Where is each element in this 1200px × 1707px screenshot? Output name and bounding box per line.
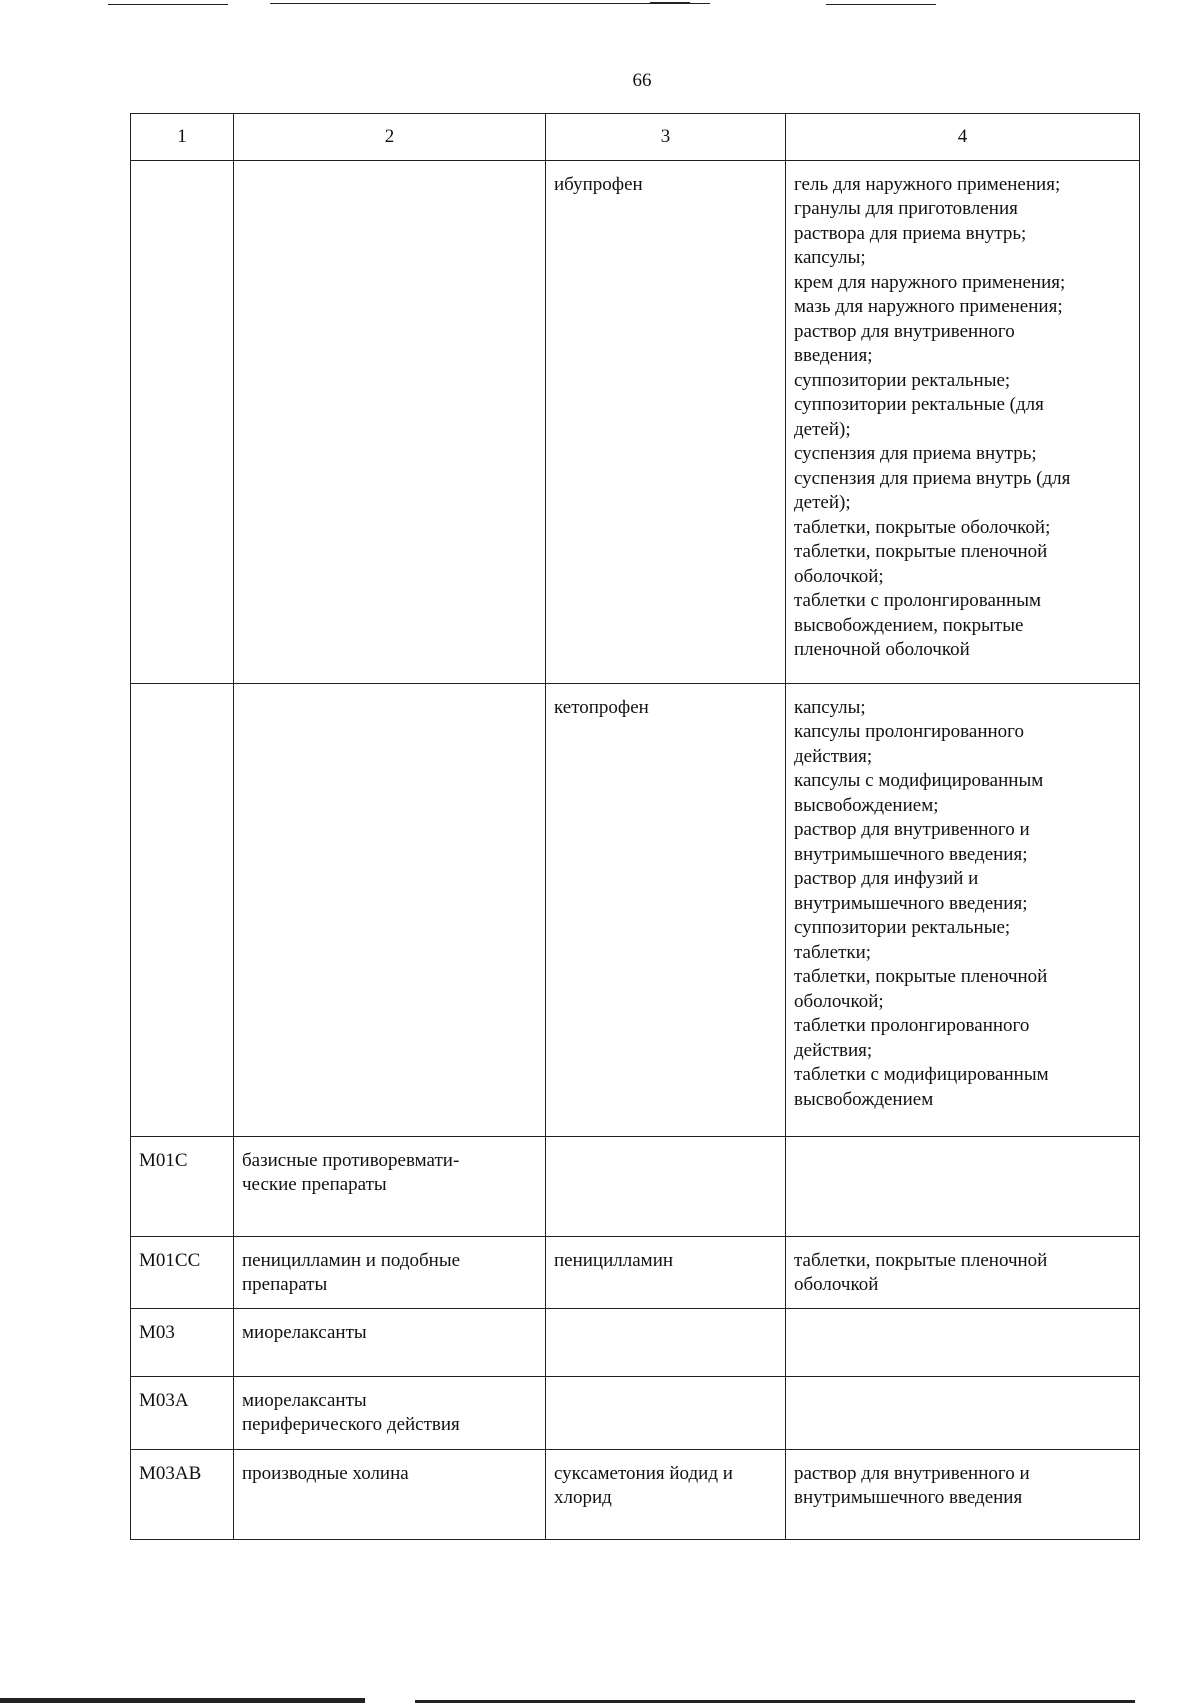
form-line: таблетки, покрытые пленочной [794,1249,1048,1271]
table-row [131,160,1140,683]
drug-cell [546,1308,786,1376]
form-line: таблетки с модифицированным [794,1064,1049,1085]
form-line: таблетки, покрытые пленочной [794,541,1048,562]
table-row [131,683,1140,1136]
form-line: суппозитории ректальные; [794,917,1011,938]
form-line: капсулы с модифицированным [794,770,1044,791]
forms-cell [786,1308,1140,1376]
code-cell: M01CC [131,1236,234,1308]
group-line: препараты [242,1274,328,1295]
form-line: таблетки, покрытые оболочкой; [794,516,1051,538]
code-cell: M03 [131,1308,234,1376]
form-line: капсулы пролонгированного [794,721,1024,742]
forms-cell [786,160,1140,683]
form-line: высвобождением; [794,794,939,816]
scan-artifact-bottom-1 [0,1698,365,1703]
form-line: внутримышечного введения; [794,843,1028,865]
code-cell: M01C [131,1136,234,1236]
form-line: раствор для инфузий и [794,868,979,889]
form-line: таблетки; [794,941,872,963]
code-cell: M03AB [131,1449,234,1539]
group-cell [234,1136,546,1236]
drug-cell: ибупрофен [546,160,786,683]
scan-artifact-top-3 [650,2,690,4]
forms-cell [786,683,1140,1136]
table-header-row [131,114,1140,161]
form-line: внутримышечного введения [794,1487,1023,1508]
form-line: высвобождением, покрытые [794,614,1024,636]
form-line: оболочкой [794,1274,879,1295]
group-cell [234,1236,546,1308]
group-line: периферического действия [242,1414,460,1435]
group-line: производные холина [242,1462,409,1484]
group-line: ческие препараты [242,1174,387,1195]
form-line: суспензия для приема внутрь (для [794,467,1071,489]
table-row [131,1449,1140,1539]
scan-artifact-top-4 [826,4,936,5]
scan-artifact-top-1 [108,4,228,5]
form-line: детей); [794,418,851,440]
drug-cell [546,1449,786,1539]
form-line: действия; [794,745,873,767]
code-cell [131,160,234,683]
group-cell [234,683,546,1136]
form-line: гранулы для приготовления [794,198,1018,219]
forms-cell [786,1136,1140,1236]
table-row [131,1136,1140,1236]
page-number: 66 [632,70,652,91]
drug-line: хлорид [554,1487,612,1508]
drug-line: суксаметония йодид и [554,1462,733,1484]
group-cell [234,1376,546,1449]
form-line: гель для наружного применения; [794,173,1061,195]
header-col-2: 2 [234,114,546,161]
group-line: пеницилламин и подобные [242,1249,461,1271]
medicines-table [130,113,1140,1540]
form-line: раствор для внутривенного [794,320,1015,342]
form-line: капсулы; [794,696,866,718]
code-cell [131,683,234,1136]
form-line: раствора для приема внутрь; [794,222,1027,244]
header-col-4: 4 [786,114,1140,161]
form-line: высвобождением [794,1088,934,1110]
group-cell [234,1449,546,1539]
form-line: суспензия для приема внутрь; [794,443,1037,464]
header-col-3: 3 [546,114,786,161]
form-line: раствор для внутривенного и [794,1462,1030,1484]
group-line: базисные противоревмати- [242,1149,460,1171]
form-line: детей); [794,492,851,513]
scan-artifact-bottom-2 [415,1700,1135,1703]
form-line: крем для наружного применения; [794,271,1066,293]
form-line: пленочной оболочкой [794,639,970,660]
group-line: миорелаксанты [242,1321,367,1343]
drug-cell [546,1136,786,1236]
form-line: суппозитории ректальные; [794,369,1011,391]
group-cell [234,160,546,683]
table-row [131,1236,1140,1308]
code-cell: M03A [131,1376,234,1449]
table-row [131,1308,1140,1376]
form-line: оболочкой; [794,565,884,587]
form-line: мазь для наружного применения; [794,296,1063,317]
form-line: введения; [794,345,873,366]
forms-cell [786,1376,1140,1449]
form-line: таблетки с пролонгированным [794,590,1042,611]
form-line: капсулы; [794,247,866,268]
header-col-1: 1 [131,114,234,161]
drug-cell [546,1376,786,1449]
forms-cell [786,1449,1140,1539]
form-line: внутримышечного введения; [794,892,1028,914]
form-line: оболочкой; [794,990,884,1012]
scan-artifact-top-2 [270,3,710,4]
form-line: действия; [794,1039,873,1061]
form-line: раствор для внутривенного и [794,819,1030,840]
forms-cell [786,1236,1140,1308]
table-row [131,1376,1140,1449]
form-line: таблетки пролонгированного [794,1015,1030,1036]
drug-cell: пеницилламин [546,1236,786,1308]
form-line: суппозитории ректальные (для [794,394,1044,415]
group-line: миорелаксанты [242,1389,367,1411]
group-cell [234,1308,546,1376]
drug-cell: кетопрофен [546,683,786,1136]
form-line: таблетки, покрытые пленочной [794,966,1048,987]
